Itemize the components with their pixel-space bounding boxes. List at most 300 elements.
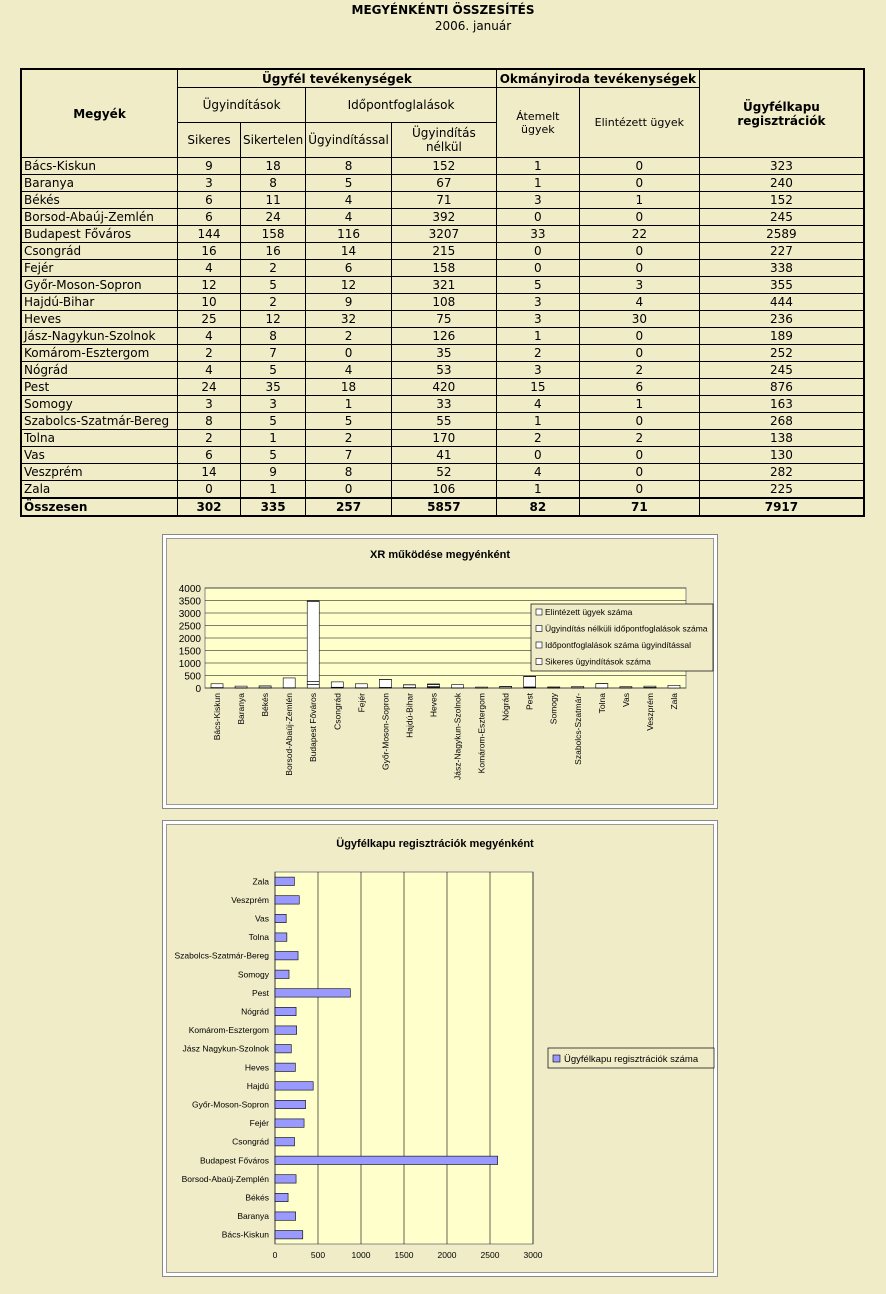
header-ugyinditas-nelkul: Ügyindítás nélkül — [391, 123, 496, 158]
value-cell: 2 — [306, 430, 392, 447]
value-cell: 5 — [241, 362, 306, 379]
header-megyek: Megyék — [21, 69, 178, 158]
value-cell: 3 — [241, 396, 306, 413]
table-row — [21, 175, 864, 192]
value-cell: 4 — [178, 362, 241, 379]
y-tick-label: Borsod-Abaúj-Zemplén — [181, 1173, 269, 1184]
county-name-cell: Baranya — [21, 175, 178, 192]
table-row — [21, 396, 864, 413]
x-tick-label: 2000 — [437, 1250, 457, 1260]
value-cell: 4 — [579, 294, 699, 311]
value-cell: 6 — [178, 447, 241, 464]
legend-label: Elintézett ügyek száma — [545, 607, 633, 617]
value-cell: 144 — [178, 226, 241, 243]
value-cell: 71 — [579, 498, 699, 516]
value-cell: 0 — [579, 447, 699, 464]
xr-chart — [163, 535, 717, 808]
value-cell: 75 — [391, 311, 496, 328]
table-row — [21, 294, 864, 311]
value-cell: 55 — [391, 413, 496, 430]
y-tick-label: Szabolcs-Szatmár-Bereg — [174, 950, 269, 961]
table-row — [21, 311, 864, 328]
value-cell: 4 — [306, 209, 392, 226]
x-tick-label: Jász-Nagykun-Szolnok — [452, 693, 463, 780]
value-cell: 1 — [579, 396, 699, 413]
value-cell: 106 — [391, 481, 496, 499]
value-cell: 5857 — [391, 498, 496, 516]
county-name-cell: Jász-Nagykun-Szolnok — [21, 328, 178, 345]
table-row — [21, 413, 864, 430]
value-cell: 4 — [306, 362, 392, 379]
table-row — [21, 464, 864, 481]
x-tick-label: 1000 — [351, 1250, 371, 1260]
table-row — [21, 362, 864, 379]
x-tick-label: Szabolcs-Szatmár- — [572, 693, 583, 765]
y-tick-label: 1000 — [178, 659, 201, 670]
bar — [275, 1119, 304, 1127]
value-cell: 170 — [391, 430, 496, 447]
county-name-cell: Tolna — [21, 430, 178, 447]
value-cell: 245 — [699, 209, 864, 226]
value-cell: 876 — [699, 379, 864, 396]
table-row — [21, 379, 864, 396]
value-cell: 338 — [699, 260, 864, 277]
bar-segment — [283, 678, 295, 688]
bar-segment — [307, 682, 319, 685]
value-cell: 0 — [496, 243, 579, 260]
y-tick-label: Pest — [251, 987, 269, 998]
header-sikertelen: Sikertelen — [241, 123, 306, 158]
y-tick-label: 500 — [184, 671, 201, 683]
county-name-cell: Fejér — [21, 260, 178, 277]
x-tick-label: Baranya — [236, 693, 247, 725]
county-name-cell: Szabolcs-Szatmár-Bereg — [21, 413, 178, 430]
total-row — [21, 498, 864, 516]
bar — [275, 1212, 296, 1220]
value-cell: 1 — [496, 413, 579, 430]
county-name-cell: Somogy — [21, 396, 178, 413]
x-tick-label: Pest — [524, 693, 535, 711]
bar — [275, 1026, 297, 1034]
county-name-cell: Csongrád — [21, 243, 178, 260]
value-cell: 0 — [579, 413, 699, 430]
value-cell: 152 — [391, 158, 496, 175]
header-ugyfel-tevekenysegek: Ügyfél tevékenységek — [178, 69, 497, 88]
bar-segment — [524, 676, 536, 687]
x-tick-label: Győr-Moson-Sopron — [380, 693, 391, 771]
value-cell: 25 — [178, 311, 241, 328]
county-name-cell: Hajdú-Bihar — [21, 294, 178, 311]
value-cell: 10 — [178, 294, 241, 311]
value-cell: 4 — [496, 464, 579, 481]
bar — [275, 877, 294, 885]
value-cell: 0 — [496, 447, 579, 464]
bar — [275, 1138, 295, 1146]
value-cell: 189 — [699, 328, 864, 345]
y-tick-label: Zala — [252, 876, 269, 887]
y-tick-label: Nógrád — [241, 1006, 269, 1017]
value-cell: 7 — [241, 345, 306, 362]
value-cell: 2 — [241, 260, 306, 277]
bar — [275, 914, 286, 922]
bar — [275, 1193, 288, 1201]
y-tick-label: Baranya — [237, 1211, 269, 1222]
value-cell: 158 — [241, 226, 306, 243]
county-name-cell: Veszprém — [21, 464, 178, 481]
y-tick-label: 4000 — [178, 584, 201, 595]
county-name-cell: Békés — [21, 192, 178, 209]
value-cell: 30 — [579, 311, 699, 328]
table-row — [21, 158, 864, 175]
x-tick-label: Borsod-Abaúj-Zemlén — [284, 693, 295, 776]
value-cell: 8 — [306, 158, 392, 175]
x-tick-label: Fejér — [356, 693, 367, 713]
value-cell: 3 — [579, 277, 699, 294]
value-cell: 4 — [496, 396, 579, 413]
legend-label: Ügyfélkapu regisztrációk száma — [564, 1054, 699, 1065]
y-tick-label: Csongrád — [232, 1136, 269, 1147]
y-tick-label: Heves — [244, 1062, 269, 1073]
value-cell: 163 — [699, 396, 864, 413]
chart-title: Ügyfélkapu regisztrációk megyénként — [336, 838, 534, 850]
value-cell: 8 — [241, 175, 306, 192]
table-row — [21, 209, 864, 226]
value-cell: 1 — [496, 328, 579, 345]
value-cell: 0 — [579, 158, 699, 175]
county-name-cell: Győr-Moson-Sopron — [21, 277, 178, 294]
value-cell: 2 — [579, 362, 699, 379]
x-tick-label: Heves — [428, 693, 439, 718]
value-cell: 3 — [496, 192, 579, 209]
value-cell: 14 — [178, 464, 241, 481]
county-name-cell: Összesen — [21, 498, 178, 516]
value-cell: 18 — [306, 379, 392, 396]
legend-swatch — [553, 1055, 560, 1062]
bar-segment — [307, 601, 319, 602]
value-cell: 3 — [178, 396, 241, 413]
value-cell: 32 — [306, 311, 392, 328]
bar — [275, 1045, 291, 1053]
header-sikeres: Sikeres — [178, 123, 241, 158]
legend-swatch — [536, 626, 542, 632]
value-cell: 5 — [241, 447, 306, 464]
value-cell: 240 — [699, 175, 864, 192]
county-name-cell: Budapest Főváros — [21, 226, 178, 243]
legend-label: Időpontfoglalások száma ügyindítással — [545, 640, 692, 650]
value-cell: 33 — [391, 396, 496, 413]
value-cell: 245 — [699, 362, 864, 379]
y-tick-label: Komárom-Esztergom — [188, 1025, 269, 1036]
value-cell: 236 — [699, 311, 864, 328]
y-tick-label: Hajdú — [246, 1080, 269, 1091]
value-cell: 1 — [496, 481, 579, 499]
x-tick-label: Komárom-Esztergom — [476, 693, 487, 774]
xr-chart-box — [162, 534, 718, 809]
header-ugyfelkapu: Ügyfélkapu regisztrációk — [699, 69, 864, 158]
value-cell: 302 — [178, 498, 241, 516]
value-cell: 130 — [699, 447, 864, 464]
value-cell: 0 — [579, 175, 699, 192]
value-cell: 24 — [178, 379, 241, 396]
bar — [275, 1231, 303, 1239]
county-name-cell: Heves — [21, 311, 178, 328]
value-cell: 71 — [391, 192, 496, 209]
ugyfelkapu-chart — [163, 821, 717, 1276]
y-tick-label: Tolna — [248, 932, 269, 943]
table-row — [21, 345, 864, 362]
value-cell: 0 — [579, 345, 699, 362]
bar — [275, 989, 350, 997]
value-cell: 0 — [178, 481, 241, 499]
value-cell: 22 — [579, 226, 699, 243]
value-cell: 6 — [178, 209, 241, 226]
legend-swatch — [536, 609, 542, 615]
value-cell: 18 — [241, 158, 306, 175]
value-cell: 3 — [496, 362, 579, 379]
value-cell: 2 — [496, 345, 579, 362]
header-atemelt: Átemelt ügyek — [496, 88, 579, 158]
bar-segment — [452, 685, 464, 688]
x-tick-label: 3000 — [523, 1250, 543, 1260]
value-cell: 35 — [241, 379, 306, 396]
value-cell: 0 — [306, 481, 392, 499]
value-cell: 4 — [178, 328, 241, 345]
value-cell: 3207 — [391, 226, 496, 243]
y-tick-label: 3000 — [178, 609, 201, 620]
value-cell: 158 — [391, 260, 496, 277]
x-tick-label: Hajdú-Bihar — [404, 693, 415, 738]
table-row — [21, 430, 864, 447]
bar — [275, 1082, 313, 1090]
y-tick-label: Budapest Főváros — [200, 1155, 269, 1166]
x-tick-label: Veszprém — [644, 693, 655, 731]
bar-segment — [379, 679, 391, 687]
value-cell: 5 — [306, 413, 392, 430]
page-title: MEGYÉNKÉNTI ÖSSZESÍTÉS — [351, 3, 535, 17]
value-cell: 5 — [496, 277, 579, 294]
county-name-cell: Vas — [21, 447, 178, 464]
value-cell: 108 — [391, 294, 496, 311]
page-subtitle: 2006. január — [434, 19, 512, 33]
table-row — [21, 277, 864, 294]
bar — [275, 1063, 295, 1071]
value-cell: 53 — [391, 362, 496, 379]
bar-segment — [644, 686, 656, 687]
value-cell: 12 — [306, 277, 392, 294]
value-cell: 16 — [241, 243, 306, 260]
county-name-cell: Zala — [21, 481, 178, 499]
table-row — [21, 328, 864, 345]
value-cell: 323 — [699, 158, 864, 175]
county-name-cell: Pest — [21, 379, 178, 396]
bar — [275, 896, 299, 904]
x-tick-label: Budapest Főváros — [308, 693, 319, 762]
value-cell: 8 — [241, 328, 306, 345]
ugyfelkapu-chart-box — [162, 820, 718, 1277]
bar-segment — [307, 601, 319, 681]
bar — [275, 1156, 498, 1164]
value-cell: 0 — [579, 260, 699, 277]
chart-title: XR működése megyénként — [370, 549, 510, 561]
value-cell: 1 — [241, 430, 306, 447]
table-row — [21, 447, 864, 464]
value-cell: 257 — [306, 498, 392, 516]
bar-segment — [476, 687, 488, 688]
value-cell: 1 — [579, 192, 699, 209]
value-cell: 24 — [241, 209, 306, 226]
summary-table — [20, 68, 865, 517]
value-cell: 7 — [306, 447, 392, 464]
value-cell: 3 — [178, 175, 241, 192]
table-row — [21, 192, 864, 209]
y-tick-label: Somogy — [237, 969, 269, 980]
bar-segment — [620, 687, 632, 688]
value-cell: 321 — [391, 277, 496, 294]
y-tick-label: Győr-Moson-Sopron — [191, 1099, 269, 1110]
header-okmanyiroda: Okmányiroda tevékenységek — [496, 69, 699, 88]
value-cell: 1 — [241, 481, 306, 499]
value-cell: 5 — [306, 175, 392, 192]
x-tick-label: 1500 — [394, 1250, 414, 1260]
y-tick-label: 3500 — [178, 596, 201, 608]
value-cell: 2 — [178, 430, 241, 447]
x-tick-label: Vas — [620, 693, 631, 708]
bar-segment — [427, 684, 439, 685]
value-cell: 33 — [496, 226, 579, 243]
value-cell: 4 — [178, 260, 241, 277]
value-cell: 0 — [579, 464, 699, 481]
table-row — [21, 243, 864, 260]
y-tick-label: Vas — [254, 913, 269, 924]
county-name-cell: Nógrád — [21, 362, 178, 379]
y-tick-label: 1500 — [178, 646, 201, 658]
header-ugyinditasok: Ügyindítások — [178, 88, 306, 123]
value-cell: 138 — [699, 430, 864, 447]
x-tick-label: Zala — [668, 693, 679, 710]
value-cell: 11 — [241, 192, 306, 209]
bar-segment — [596, 684, 608, 688]
x-tick-label: 0 — [272, 1250, 278, 1260]
value-cell: 126 — [391, 328, 496, 345]
value-cell: 227 — [699, 243, 864, 260]
y-tick-label: Békés — [245, 1192, 269, 1203]
value-cell: 215 — [391, 243, 496, 260]
value-cell: 444 — [699, 294, 864, 311]
value-cell: 12 — [241, 311, 306, 328]
value-cell: 392 — [391, 209, 496, 226]
value-cell: 8 — [178, 413, 241, 430]
value-cell: 116 — [306, 226, 392, 243]
value-cell: 9 — [241, 464, 306, 481]
value-cell: 268 — [699, 413, 864, 430]
x-tick-label: Bács-Kiskun — [212, 693, 223, 741]
header-idopontfoglalasok: Időpontfoglalások — [306, 88, 497, 123]
value-cell: 35 — [391, 345, 496, 362]
value-cell: 15 — [496, 379, 579, 396]
value-cell: 225 — [699, 481, 864, 499]
value-cell: 82 — [496, 498, 579, 516]
bar-segment — [235, 686, 247, 688]
value-cell: 6 — [178, 192, 241, 209]
value-cell: 0 — [496, 260, 579, 277]
x-tick-label: Somogy — [548, 693, 559, 725]
x-tick-label: Nógrád — [500, 693, 511, 721]
value-cell: 12 — [178, 277, 241, 294]
value-cell: 16 — [178, 243, 241, 260]
value-cell: 8 — [306, 464, 392, 481]
value-cell: 355 — [699, 277, 864, 294]
bar — [275, 952, 298, 960]
table-row — [21, 481, 864, 499]
legend-swatch — [536, 642, 542, 648]
bar-segment — [211, 684, 223, 688]
legend-label: Sikeres ügyindítások száma — [545, 656, 651, 667]
value-cell: 420 — [391, 379, 496, 396]
county-name-cell: Komárom-Esztergom — [21, 345, 178, 362]
value-cell: 7917 — [699, 498, 864, 516]
value-cell: 41 — [391, 447, 496, 464]
legend-label: Ügyindítás nélküli időpontfoglalások száma — [545, 623, 708, 634]
value-cell: 252 — [699, 345, 864, 362]
value-cell: 52 — [391, 464, 496, 481]
value-cell: 1 — [496, 158, 579, 175]
bar-segment — [668, 685, 680, 688]
value-cell: 2589 — [699, 226, 864, 243]
value-cell: 1 — [306, 396, 392, 413]
y-tick-label: 2000 — [178, 634, 201, 645]
x-tick-label: Csongrád — [332, 693, 343, 730]
value-cell: 282 — [699, 464, 864, 481]
value-cell: 0 — [306, 345, 392, 362]
value-cell: 9 — [306, 294, 392, 311]
value-cell: 9 — [178, 158, 241, 175]
bar — [275, 1007, 296, 1015]
bar-segment — [331, 682, 343, 687]
bar-segment — [307, 684, 319, 688]
bar — [275, 933, 287, 941]
value-cell: 2 — [579, 430, 699, 447]
value-cell: 152 — [699, 192, 864, 209]
value-cell: 67 — [391, 175, 496, 192]
x-tick-label: Tolna — [596, 693, 607, 714]
value-cell: 2 — [241, 294, 306, 311]
county-name-cell: Bács-Kiskun — [21, 158, 178, 175]
bar-segment — [403, 685, 415, 688]
y-tick-label: 0 — [195, 684, 201, 695]
value-cell: 6 — [579, 379, 699, 396]
value-cell: 0 — [579, 328, 699, 345]
value-cell: 3 — [496, 311, 579, 328]
legend-swatch — [536, 659, 542, 665]
value-cell: 0 — [496, 209, 579, 226]
x-tick-label: Békés — [260, 693, 271, 717]
value-cell: 2 — [178, 345, 241, 362]
x-tick-label: 500 — [310, 1250, 326, 1260]
y-tick-label: Veszprém — [231, 894, 269, 905]
value-cell: 14 — [306, 243, 392, 260]
value-cell: 0 — [579, 209, 699, 226]
value-cell: 0 — [579, 243, 699, 260]
y-tick-label: 2500 — [178, 621, 201, 633]
bar-segment — [355, 684, 367, 688]
table-row — [21, 260, 864, 277]
value-cell: 1 — [496, 175, 579, 192]
value-cell: 4 — [306, 192, 392, 209]
bar — [275, 970, 289, 978]
value-cell: 3 — [496, 294, 579, 311]
bar — [275, 1100, 306, 1108]
y-tick-label: Jász Nagykun-Szolnok — [182, 1043, 269, 1054]
